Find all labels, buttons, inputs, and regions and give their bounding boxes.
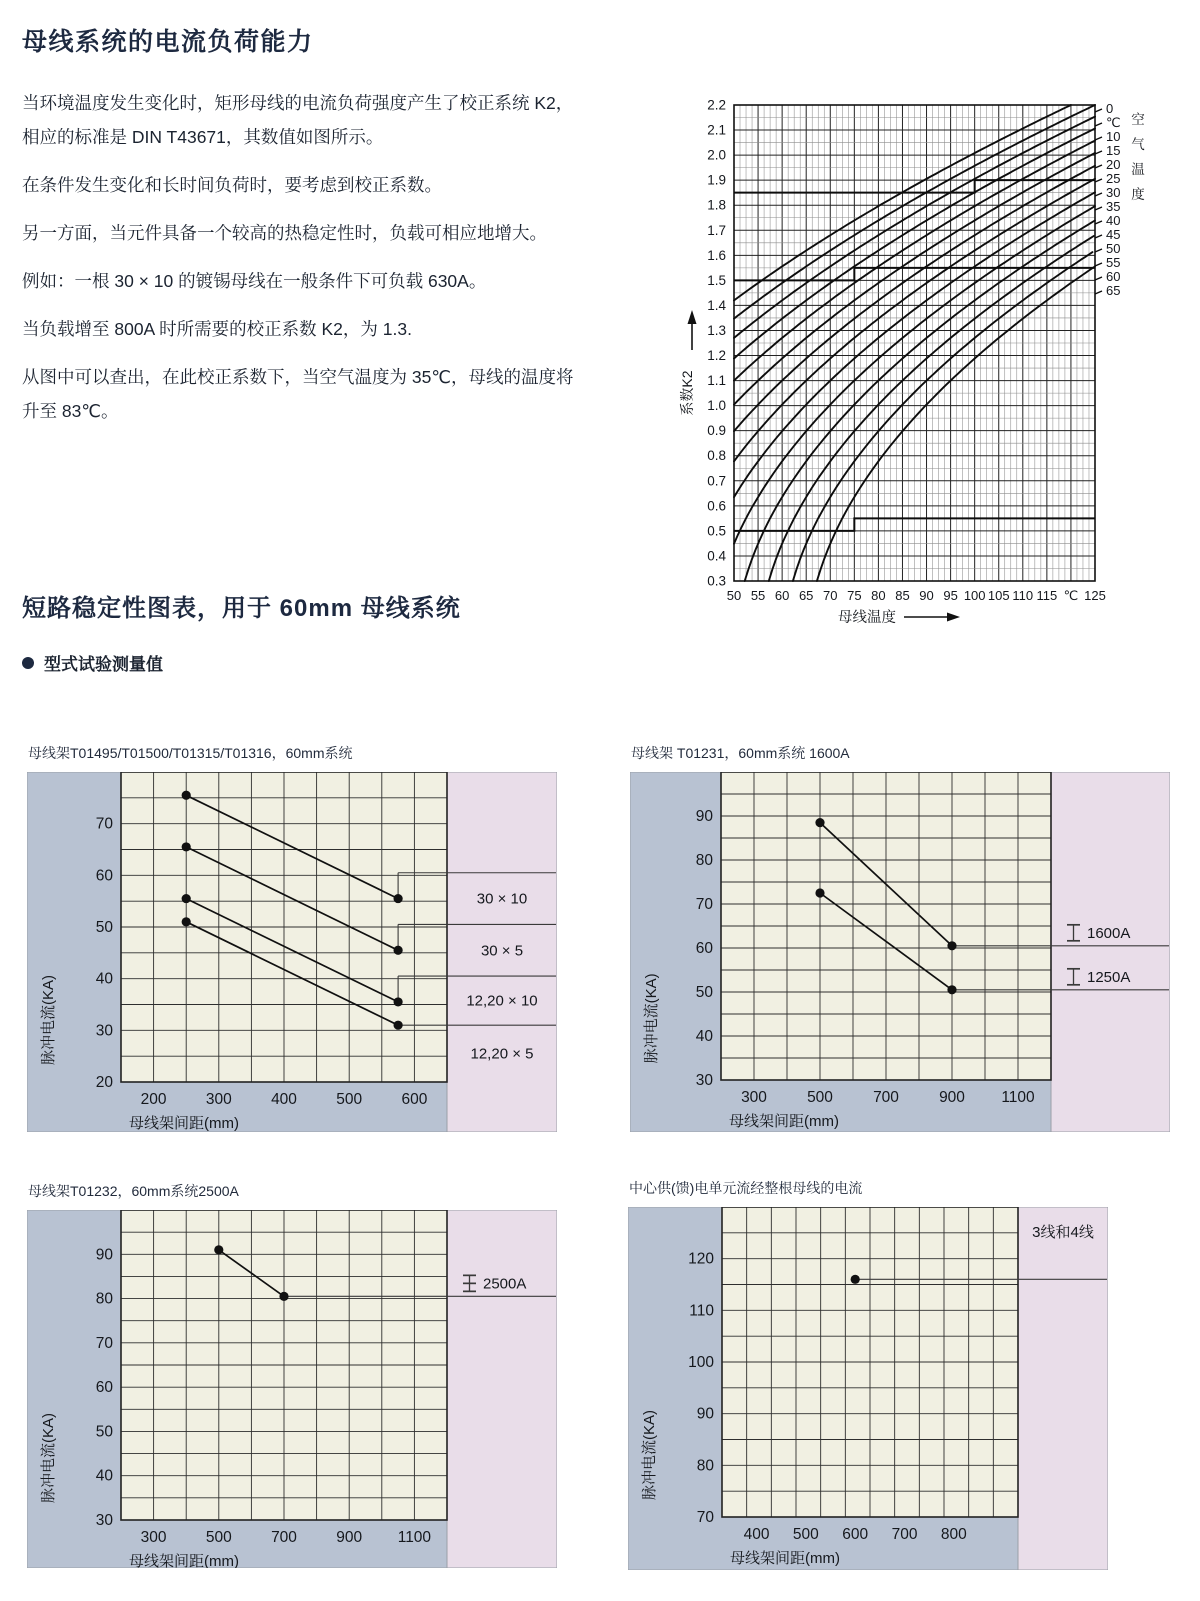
svg-text:40: 40 (95, 1467, 113, 1485)
intro-paragraph: 例如：一根 30 × 10 的镀锡母线在一般条件下可负载 630A。 (22, 271, 487, 291)
svg-text:900: 900 (336, 1529, 363, 1546)
chart-title: 母线架 T01231，60mm系统 1600A (631, 745, 850, 761)
chart-title: 母线架T01495/T01500/T01315/T01316，60mm系统 (28, 745, 353, 761)
svg-text:母线架间距(mm): 母线架间距(mm) (730, 1550, 840, 1567)
svg-text:10: 10 (1106, 129, 1121, 144)
svg-text:500: 500 (792, 1526, 819, 1543)
svg-text:脉冲电流(KA): 脉冲电流(KA) (641, 1409, 658, 1501)
svg-text:1.0: 1.0 (707, 398, 726, 414)
svg-text:125: 125 (1084, 588, 1106, 603)
svg-text:70: 70 (95, 815, 113, 833)
svg-text:700: 700 (271, 1529, 297, 1546)
svg-text:500: 500 (205, 1529, 232, 1546)
svg-text:85: 85 (895, 588, 910, 603)
svg-text:12,20 × 10: 12,20 × 10 (466, 992, 538, 1010)
svg-text:气: 气 (1131, 137, 1145, 152)
svg-text:12,20 × 5: 12,20 × 5 (470, 1045, 534, 1063)
svg-text:90: 90 (695, 808, 713, 825)
svg-text:300: 300 (140, 1529, 167, 1546)
svg-text:65: 65 (798, 588, 814, 603)
svg-text:900: 900 (939, 1089, 965, 1106)
pulse-chart-2 (630, 743, 1170, 1137)
svg-text:1.1: 1.1 (707, 373, 726, 389)
svg-text:0.5: 0.5 (707, 523, 726, 539)
svg-text:1100: 1100 (1001, 1089, 1035, 1106)
svg-text:50: 50 (95, 919, 113, 936)
svg-text:0.3: 0.3 (707, 573, 726, 589)
pulse-chart-2-svg (630, 772, 1170, 1132)
svg-text:90: 90 (95, 1246, 113, 1264)
pulse-chart-3 (27, 1181, 557, 1573)
k2-chart-svg (652, 88, 1200, 636)
svg-text:40: 40 (1106, 213, 1121, 228)
section-heading: 短路稳定性图表，用于 60mm 母线系统 (22, 595, 461, 622)
svg-text:30 × 5: 30 × 5 (480, 942, 524, 960)
svg-text:500: 500 (336, 1091, 363, 1108)
svg-text:脉冲电流(KA): 脉冲电流(KA) (40, 974, 57, 1066)
svg-text:75: 75 (847, 588, 862, 603)
svg-text:30: 30 (95, 1512, 113, 1529)
svg-text:20: 20 (1106, 157, 1121, 172)
svg-text:70: 70 (696, 1509, 714, 1526)
svg-text:55: 55 (750, 588, 766, 603)
svg-text:1.2: 1.2 (707, 348, 726, 364)
svg-text:0: 0 (1106, 101, 1114, 116)
svg-text:110: 110 (689, 1302, 714, 1320)
svg-text:0.8: 0.8 (707, 448, 726, 464)
svg-text:300: 300 (205, 1091, 232, 1108)
svg-text:400: 400 (743, 1526, 770, 1543)
chart-title: 母线架T01232，60mm系统2500A (28, 1183, 239, 1199)
svg-text:1.3: 1.3 (707, 322, 726, 338)
page-title: 母线系统的电流负荷能力 (22, 28, 314, 56)
svg-text:℃: ℃ (1063, 588, 1079, 603)
svg-text:15: 15 (1106, 143, 1121, 158)
svg-text:35: 35 (1106, 199, 1121, 214)
svg-text:1.6: 1.6 (707, 247, 726, 263)
svg-text:20: 20 (95, 1074, 113, 1091)
svg-text:空: 空 (1131, 112, 1145, 127)
svg-text:25: 25 (1106, 171, 1121, 186)
pulse-chart-3-svg (27, 1210, 557, 1568)
svg-text:60: 60 (695, 940, 713, 957)
svg-text:母线架间距(mm): 母线架间距(mm) (129, 1115, 239, 1132)
svg-text:60: 60 (95, 867, 113, 885)
svg-text:50: 50 (95, 1423, 113, 1441)
svg-text:1.5: 1.5 (707, 272, 726, 288)
svg-text:0.9: 0.9 (707, 423, 726, 439)
svg-text:60: 60 (774, 588, 790, 603)
svg-text:50: 50 (1106, 241, 1121, 256)
svg-text:1.9: 1.9 (707, 172, 726, 188)
svg-text:1600A: 1600A (1087, 924, 1131, 942)
svg-text:80: 80 (871, 588, 886, 603)
svg-text:65: 65 (1106, 283, 1121, 298)
svg-text:60: 60 (1106, 269, 1121, 284)
svg-text:温: 温 (1131, 162, 1145, 177)
svg-text:45: 45 (1106, 227, 1121, 242)
pulse-chart-4-svg (628, 1207, 1108, 1570)
svg-text:60: 60 (95, 1379, 113, 1397)
svg-text:3线和4线: 3线和4线 (1032, 1224, 1094, 1241)
pulse-chart-1 (27, 743, 557, 1137)
svg-text:105: 105 (987, 588, 1010, 603)
svg-text:90: 90 (696, 1405, 714, 1423)
svg-text:30: 30 (95, 1022, 113, 1040)
svg-text:70: 70 (695, 896, 713, 913)
svg-text:700: 700 (891, 1526, 918, 1543)
svg-text:80: 80 (95, 1290, 113, 1308)
svg-text:母线温度: 母线温度 (838, 610, 896, 626)
svg-text:110: 110 (1012, 588, 1034, 603)
svg-text:30: 30 (1106, 185, 1121, 200)
svg-text:1100: 1100 (397, 1529, 432, 1546)
svg-text:115: 115 (1036, 588, 1058, 603)
svg-text:脉冲电流(KA): 脉冲电流(KA) (40, 1412, 57, 1504)
bullet-icon (22, 657, 34, 669)
svg-text:0.4: 0.4 (707, 548, 726, 564)
svg-text:55: 55 (1106, 255, 1121, 270)
svg-text:100: 100 (963, 588, 986, 603)
svg-text:80: 80 (695, 852, 713, 869)
pulse-chart-4 (628, 1178, 1108, 1575)
svg-text:2.1: 2.1 (707, 122, 726, 138)
svg-text:600: 600 (401, 1091, 428, 1108)
svg-text:2.2: 2.2 (707, 97, 726, 113)
svg-text:1250A: 1250A (1087, 968, 1131, 986)
svg-text:400: 400 (271, 1091, 297, 1108)
svg-text:90: 90 (919, 588, 934, 603)
svg-text:系数K2: 系数K2 (679, 370, 695, 416)
svg-text:100: 100 (688, 1354, 714, 1371)
svg-text:700: 700 (873, 1089, 899, 1106)
svg-text:40: 40 (95, 970, 113, 988)
bullet-label: 型式试验测量值 (44, 655, 163, 674)
svg-text:600: 600 (842, 1526, 869, 1543)
svg-text:200: 200 (140, 1091, 167, 1108)
intro-paragraph: 从图中可以查出，在此校正系数下，当空气温度为 35℃，母线的温度将升至 83℃。 (22, 367, 574, 421)
intro-paragraph: 当环境温度发生变化时，矩形母线的电流负荷强度产生了校正系统 K2，相应的标准是 DIN T43671，其数值如图所示。 (22, 93, 574, 147)
pulse-chart-1-svg (27, 772, 557, 1132)
svg-text:1.4: 1.4 (707, 297, 726, 313)
svg-text:50: 50 (726, 588, 742, 603)
svg-text:800: 800 (940, 1526, 967, 1543)
svg-text:70: 70 (95, 1334, 113, 1352)
svg-text:℃: ℃ (1106, 115, 1121, 130)
chart-title: 中心供(馈)电单元流经整根母线的电流 (629, 1180, 863, 1196)
svg-text:30 × 10: 30 × 10 (476, 890, 528, 908)
svg-text:脉冲电流(KA): 脉冲电流(KA) (643, 973, 660, 1064)
svg-text:0.6: 0.6 (707, 498, 726, 514)
svg-text:40: 40 (695, 1028, 713, 1045)
svg-text:30: 30 (695, 1072, 713, 1089)
svg-text:度: 度 (1131, 187, 1145, 202)
svg-text:2.0: 2.0 (707, 147, 726, 163)
svg-text:1.8: 1.8 (707, 197, 726, 213)
k2-correction-chart (652, 88, 1200, 641)
intro-paragraph: 在条件发生变化和长时间负荷时，要考虑到校正系数。 (22, 175, 442, 195)
svg-text:母线架间距(mm): 母线架间距(mm) (129, 1553, 239, 1568)
svg-text:120: 120 (688, 1250, 714, 1268)
svg-text:0.7: 0.7 (707, 473, 726, 489)
intro-paragraph: 当负载增至 800A 时所需要的校正系数 K2，为 1.3. (22, 319, 412, 339)
intro-paragraph: 另一方面，当元件具备一个较高的热稳定性时，负载可相应地增大。 (22, 223, 547, 243)
svg-text:300: 300 (741, 1089, 767, 1106)
svg-text:95: 95 (943, 588, 958, 603)
svg-text:1.7: 1.7 (707, 222, 726, 238)
svg-text:80: 80 (696, 1457, 714, 1475)
type-test-bullet-row (22, 650, 163, 675)
svg-text:500: 500 (807, 1089, 833, 1106)
svg-text:50: 50 (695, 984, 713, 1001)
svg-text:70: 70 (823, 588, 838, 603)
svg-text:2500A: 2500A (483, 1275, 527, 1293)
intro-paragraphs (22, 86, 582, 442)
svg-text:母线架间距(mm): 母线架间距(mm) (729, 1113, 839, 1130)
